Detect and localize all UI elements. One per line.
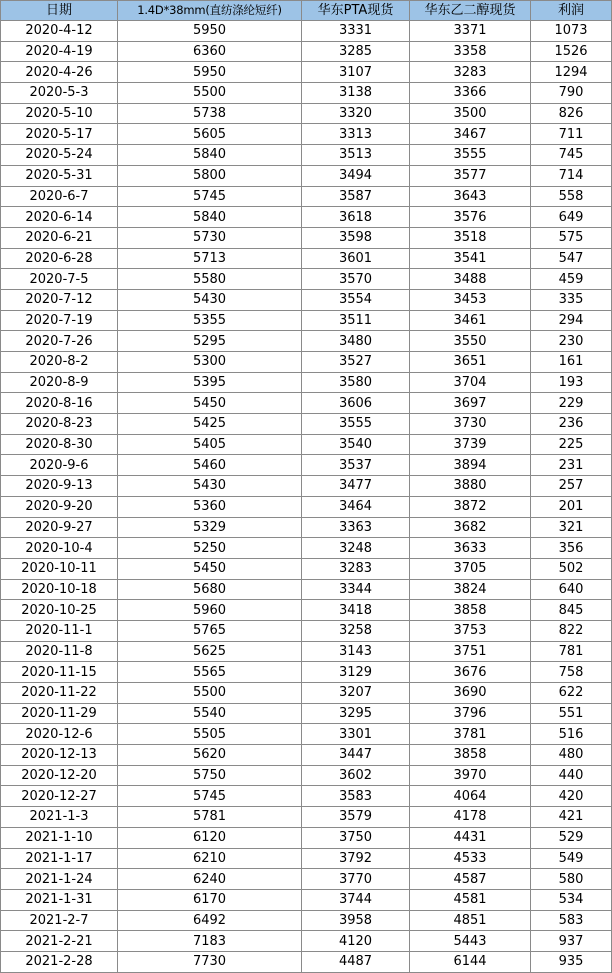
table-row: [1, 869, 612, 890]
cell-meg-spot: 3730: [410, 414, 531, 435]
cell-date: 2020-6-7: [1, 186, 118, 207]
cell-meg-spot: 3518: [410, 227, 531, 248]
cell-pta-spot: 3494: [302, 165, 410, 186]
cell-staple-fiber-price: 5625: [118, 641, 302, 662]
cell-profit: 480: [531, 745, 612, 766]
cell-pta-spot: 3138: [302, 83, 410, 104]
cell-meg-spot: 5443: [410, 931, 531, 952]
cell-date: 2020-12-6: [1, 724, 118, 745]
cell-meg-spot: 3739: [410, 434, 531, 455]
cell-pta-spot: 3129: [302, 662, 410, 683]
cell-profit: 549: [531, 848, 612, 869]
cell-staple-fiber-price: 5730: [118, 227, 302, 248]
cell-meg-spot: 4431: [410, 827, 531, 848]
cell-meg-spot: 3682: [410, 517, 531, 538]
cell-meg-spot: 3705: [410, 558, 531, 579]
table-row: [1, 207, 612, 228]
table-row: [1, 579, 612, 600]
cell-date: 2020-12-13: [1, 745, 118, 766]
cell-pta-spot: 3107: [302, 62, 410, 83]
cell-meg-spot: 3894: [410, 455, 531, 476]
cell-date: 2020-11-29: [1, 703, 118, 724]
header-pta-spot: 华东PTA现货: [302, 1, 410, 21]
cell-meg-spot: 3858: [410, 745, 531, 766]
cell-meg-spot: 3781: [410, 724, 531, 745]
cell-pta-spot: 4120: [302, 931, 410, 952]
cell-staple-fiber-price: 5450: [118, 393, 302, 414]
table-row: [1, 434, 612, 455]
cell-date: 2020-6-21: [1, 227, 118, 248]
cell-date: 2021-1-10: [1, 827, 118, 848]
cell-profit: 580: [531, 869, 612, 890]
cell-staple-fiber-price: 6492: [118, 910, 302, 931]
table-row: [1, 372, 612, 393]
cell-date: 2021-2-28: [1, 951, 118, 972]
cell-profit: 420: [531, 786, 612, 807]
table-row: [1, 496, 612, 517]
cell-meg-spot: 3453: [410, 289, 531, 310]
table-row: [1, 951, 612, 972]
cell-pta-spot: 3320: [302, 103, 410, 124]
cell-date: 2020-5-24: [1, 145, 118, 166]
cell-date: 2020-10-25: [1, 600, 118, 621]
table-row: [1, 103, 612, 124]
cell-pta-spot: 3363: [302, 517, 410, 538]
cell-profit: 231: [531, 455, 612, 476]
cell-staple-fiber-price: 5840: [118, 145, 302, 166]
cell-date: 2020-4-12: [1, 21, 118, 42]
cell-staple-fiber-price: 5425: [118, 414, 302, 435]
cell-date: 2020-5-10: [1, 103, 118, 124]
table-row: [1, 393, 612, 414]
cell-meg-spot: 3751: [410, 641, 531, 662]
cell-staple-fiber-price: 5750: [118, 765, 302, 786]
table-row: [1, 807, 612, 828]
cell-meg-spot: 3796: [410, 703, 531, 724]
cell-profit: 421: [531, 807, 612, 828]
table-row: [1, 558, 612, 579]
cell-meg-spot: 3872: [410, 496, 531, 517]
cell-staple-fiber-price: 5500: [118, 683, 302, 704]
cell-profit: 516: [531, 724, 612, 745]
cell-date: 2020-5-3: [1, 83, 118, 104]
cell-staple-fiber-price: 5540: [118, 703, 302, 724]
cell-pta-spot: 3258: [302, 620, 410, 641]
header-staple-fiber-price: 1.4D*38mm(直纺涤纶短纤): [118, 1, 302, 21]
cell-staple-fiber-price: 5565: [118, 662, 302, 683]
cell-meg-spot: 4064: [410, 786, 531, 807]
table-row: [1, 414, 612, 435]
cell-date: 2021-1-17: [1, 848, 118, 869]
cell-meg-spot: 4851: [410, 910, 531, 931]
cell-date: 2020-5-17: [1, 124, 118, 145]
table-row: [1, 827, 612, 848]
cell-profit: 745: [531, 145, 612, 166]
cell-staple-fiber-price: 7183: [118, 931, 302, 952]
cell-pta-spot: 3143: [302, 641, 410, 662]
cell-profit: 294: [531, 310, 612, 331]
cell-date: 2021-2-7: [1, 910, 118, 931]
cell-date: 2020-4-19: [1, 41, 118, 62]
cell-staple-fiber-price: 6120: [118, 827, 302, 848]
table-row: [1, 848, 612, 869]
table-row: [1, 21, 612, 42]
cell-staple-fiber-price: 5355: [118, 310, 302, 331]
table-row: [1, 724, 612, 745]
table-row: [1, 248, 612, 269]
cell-profit: 822: [531, 620, 612, 641]
cell-date: 2020-8-2: [1, 352, 118, 373]
cell-staple-fiber-price: 5765: [118, 620, 302, 641]
cell-pta-spot: 3958: [302, 910, 410, 931]
cell-meg-spot: 3651: [410, 352, 531, 373]
cell-date: 2020-10-11: [1, 558, 118, 579]
cell-date: 2020-7-19: [1, 310, 118, 331]
table-row: [1, 683, 612, 704]
cell-pta-spot: 3602: [302, 765, 410, 786]
cell-profit: 845: [531, 600, 612, 621]
cell-date: 2020-11-8: [1, 641, 118, 662]
cell-pta-spot: 3527: [302, 352, 410, 373]
cell-date: 2021-1-31: [1, 889, 118, 910]
cell-profit: 1073: [531, 21, 612, 42]
cell-staple-fiber-price: 5605: [118, 124, 302, 145]
cell-profit: 781: [531, 641, 612, 662]
table-row: [1, 124, 612, 145]
cell-date: 2020-8-9: [1, 372, 118, 393]
cell-meg-spot: 3576: [410, 207, 531, 228]
cell-profit: 640: [531, 579, 612, 600]
cell-date: 2020-7-12: [1, 289, 118, 310]
cell-profit: 335: [531, 289, 612, 310]
table-row: [1, 455, 612, 476]
cell-pta-spot: 3283: [302, 558, 410, 579]
cell-date: 2020-6-14: [1, 207, 118, 228]
cell-profit: 321: [531, 517, 612, 538]
cell-profit: 758: [531, 662, 612, 683]
table-row: [1, 186, 612, 207]
cell-meg-spot: 3858: [410, 600, 531, 621]
cell-staple-fiber-price: 5738: [118, 103, 302, 124]
cell-staple-fiber-price: 6240: [118, 869, 302, 890]
cell-pta-spot: 3537: [302, 455, 410, 476]
cell-staple-fiber-price: 5300: [118, 352, 302, 373]
table-row: [1, 269, 612, 290]
cell-staple-fiber-price: 6210: [118, 848, 302, 869]
cell-pta-spot: 3418: [302, 600, 410, 621]
cell-meg-spot: 3970: [410, 765, 531, 786]
table-row: [1, 786, 612, 807]
cell-staple-fiber-price: 5395: [118, 372, 302, 393]
header-profit: 利润: [531, 1, 612, 21]
cell-staple-fiber-price: 5745: [118, 786, 302, 807]
cell-pta-spot: 3580: [302, 372, 410, 393]
cell-pta-spot: 3770: [302, 869, 410, 890]
cell-staple-fiber-price: 6360: [118, 41, 302, 62]
cell-meg-spot: 6144: [410, 951, 531, 972]
cell-meg-spot: 3550: [410, 331, 531, 352]
cell-pta-spot: 3554: [302, 289, 410, 310]
cell-date: 2020-8-16: [1, 393, 118, 414]
table-row: [1, 62, 612, 83]
header-date: 日期: [1, 1, 118, 21]
table-row: [1, 352, 612, 373]
cell-meg-spot: 4581: [410, 889, 531, 910]
cell-date: 2020-6-28: [1, 248, 118, 269]
cell-profit: 236: [531, 414, 612, 435]
cell-staple-fiber-price: 5329: [118, 517, 302, 538]
cell-pta-spot: 4487: [302, 951, 410, 972]
cell-date: 2020-9-20: [1, 496, 118, 517]
cell-pta-spot: 3744: [302, 889, 410, 910]
cell-meg-spot: 3880: [410, 476, 531, 497]
cell-profit: 257: [531, 476, 612, 497]
cell-meg-spot: 3283: [410, 62, 531, 83]
cell-meg-spot: 4587: [410, 869, 531, 890]
cell-meg-spot: 4178: [410, 807, 531, 828]
cell-date: 2020-7-5: [1, 269, 118, 290]
table-header: [1, 1, 612, 21]
table-row: [1, 765, 612, 786]
table-row: [1, 83, 612, 104]
cell-staple-fiber-price: 5800: [118, 165, 302, 186]
table-row: [1, 538, 612, 559]
cell-date: 2020-9-13: [1, 476, 118, 497]
cell-date: 2020-5-31: [1, 165, 118, 186]
cell-date: 2020-9-6: [1, 455, 118, 476]
cell-profit: 826: [531, 103, 612, 124]
cell-profit: 711: [531, 124, 612, 145]
cell-staple-fiber-price: 5250: [118, 538, 302, 559]
cell-date: 2020-11-22: [1, 683, 118, 704]
cell-staple-fiber-price: 5360: [118, 496, 302, 517]
cell-meg-spot: 3358: [410, 41, 531, 62]
cell-date: 2020-10-4: [1, 538, 118, 559]
table-row: [1, 889, 612, 910]
cell-profit: 440: [531, 765, 612, 786]
table-row: [1, 165, 612, 186]
cell-meg-spot: 3704: [410, 372, 531, 393]
cell-pta-spot: 3477: [302, 476, 410, 497]
cell-staple-fiber-price: 5505: [118, 724, 302, 745]
cell-pta-spot: 3301: [302, 724, 410, 745]
cell-profit: 230: [531, 331, 612, 352]
cell-profit: 225: [531, 434, 612, 455]
cell-profit: 649: [531, 207, 612, 228]
cell-pta-spot: 3480: [302, 331, 410, 352]
cell-profit: 547: [531, 248, 612, 269]
cell-meg-spot: 3461: [410, 310, 531, 331]
cell-pta-spot: 3555: [302, 414, 410, 435]
cell-profit: 161: [531, 352, 612, 373]
cell-date: 2020-9-27: [1, 517, 118, 538]
cell-meg-spot: 3371: [410, 21, 531, 42]
cell-staple-fiber-price: 5295: [118, 331, 302, 352]
cell-date: 2021-2-21: [1, 931, 118, 952]
cell-staple-fiber-price: 5781: [118, 807, 302, 828]
cell-date: 2020-7-26: [1, 331, 118, 352]
cell-profit: 193: [531, 372, 612, 393]
table-row: [1, 910, 612, 931]
cell-staple-fiber-price: 5745: [118, 186, 302, 207]
cell-date: 2020-12-27: [1, 786, 118, 807]
cell-staple-fiber-price: 5680: [118, 579, 302, 600]
cell-meg-spot: 3577: [410, 165, 531, 186]
cell-pta-spot: 3513: [302, 145, 410, 166]
cell-staple-fiber-price: 6170: [118, 889, 302, 910]
table-row: [1, 476, 612, 497]
cell-pta-spot: 3583: [302, 786, 410, 807]
cell-profit: 201: [531, 496, 612, 517]
cell-meg-spot: 3753: [410, 620, 531, 641]
cell-profit: 1526: [531, 41, 612, 62]
cell-staple-fiber-price: 5450: [118, 558, 302, 579]
cell-date: 2020-11-1: [1, 620, 118, 641]
table-row: [1, 41, 612, 62]
cell-staple-fiber-price: 5580: [118, 269, 302, 290]
cell-staple-fiber-price: 5500: [118, 83, 302, 104]
cell-pta-spot: 3618: [302, 207, 410, 228]
cell-meg-spot: 3697: [410, 393, 531, 414]
cell-profit: 937: [531, 931, 612, 952]
cell-staple-fiber-price: 5950: [118, 21, 302, 42]
cell-meg-spot: 3690: [410, 683, 531, 704]
cell-profit: 229: [531, 393, 612, 414]
cell-pta-spot: 3587: [302, 186, 410, 207]
cell-meg-spot: 3676: [410, 662, 531, 683]
cell-date: 2020-11-15: [1, 662, 118, 683]
cell-pta-spot: 3570: [302, 269, 410, 290]
header-row: [1, 1, 612, 21]
cell-pta-spot: 3447: [302, 745, 410, 766]
table-row: [1, 703, 612, 724]
cell-staple-fiber-price: 5430: [118, 289, 302, 310]
cell-meg-spot: 3467: [410, 124, 531, 145]
cell-profit: 356: [531, 538, 612, 559]
table-row: [1, 289, 612, 310]
cell-staple-fiber-price: 5620: [118, 745, 302, 766]
cell-pta-spot: 3606: [302, 393, 410, 414]
cell-profit: 1294: [531, 62, 612, 83]
table-row: [1, 145, 612, 166]
cell-profit: 583: [531, 910, 612, 931]
cell-staple-fiber-price: 5960: [118, 600, 302, 621]
cell-staple-fiber-price: 5713: [118, 248, 302, 269]
cell-meg-spot: 3488: [410, 269, 531, 290]
cell-date: 2020-8-30: [1, 434, 118, 455]
cell-pta-spot: 3511: [302, 310, 410, 331]
cell-profit: 714: [531, 165, 612, 186]
table-row: [1, 641, 612, 662]
cell-meg-spot: 3555: [410, 145, 531, 166]
cell-meg-spot: 3366: [410, 83, 531, 104]
cell-profit: 529: [531, 827, 612, 848]
cell-meg-spot: 3541: [410, 248, 531, 269]
cell-date: 2020-12-20: [1, 765, 118, 786]
cell-meg-spot: 3824: [410, 579, 531, 600]
cell-profit: 502: [531, 558, 612, 579]
cell-profit: 558: [531, 186, 612, 207]
cell-pta-spot: 3295: [302, 703, 410, 724]
cell-date: 2021-1-24: [1, 869, 118, 890]
cell-date: 2021-1-3: [1, 807, 118, 828]
cell-staple-fiber-price: 5430: [118, 476, 302, 497]
cell-date: 2020-4-26: [1, 62, 118, 83]
table-row: [1, 310, 612, 331]
cell-profit: 790: [531, 83, 612, 104]
cell-date: 2020-10-18: [1, 579, 118, 600]
table-row: [1, 600, 612, 621]
cell-pta-spot: 3601: [302, 248, 410, 269]
cell-pta-spot: 3540: [302, 434, 410, 455]
table-row: [1, 662, 612, 683]
cell-meg-spot: 3500: [410, 103, 531, 124]
cell-staple-fiber-price: 5405: [118, 434, 302, 455]
table-row: [1, 620, 612, 641]
table-body: [1, 21, 612, 973]
cell-pta-spot: 3344: [302, 579, 410, 600]
cell-pta-spot: 3792: [302, 848, 410, 869]
cell-profit: 534: [531, 889, 612, 910]
cell-meg-spot: 3643: [410, 186, 531, 207]
cell-staple-fiber-price: 5840: [118, 207, 302, 228]
cell-meg-spot: 3633: [410, 538, 531, 559]
cell-pta-spot: 3285: [302, 41, 410, 62]
cell-pta-spot: 3464: [302, 496, 410, 517]
table-row: [1, 331, 612, 352]
cell-pta-spot: 3331: [302, 21, 410, 42]
cell-pta-spot: 3598: [302, 227, 410, 248]
cell-staple-fiber-price: 7730: [118, 951, 302, 972]
cell-profit: 622: [531, 683, 612, 704]
cell-profit: 575: [531, 227, 612, 248]
cell-pta-spot: 3579: [302, 807, 410, 828]
cell-staple-fiber-price: 5460: [118, 455, 302, 476]
cell-profit: 551: [531, 703, 612, 724]
table-row: [1, 931, 612, 952]
cell-pta-spot: 3248: [302, 538, 410, 559]
cell-pta-spot: 3313: [302, 124, 410, 145]
cell-staple-fiber-price: 5950: [118, 62, 302, 83]
cell-profit: 935: [531, 951, 612, 972]
cell-date: 2020-8-23: [1, 414, 118, 435]
table-row: [1, 517, 612, 538]
header-meg-spot: 华东乙二醇现货: [410, 1, 531, 21]
cell-meg-spot: 4533: [410, 848, 531, 869]
cell-profit: 459: [531, 269, 612, 290]
table-row: [1, 227, 612, 248]
table-row: [1, 745, 612, 766]
cell-pta-spot: 3750: [302, 827, 410, 848]
cell-pta-spot: 3207: [302, 683, 410, 704]
